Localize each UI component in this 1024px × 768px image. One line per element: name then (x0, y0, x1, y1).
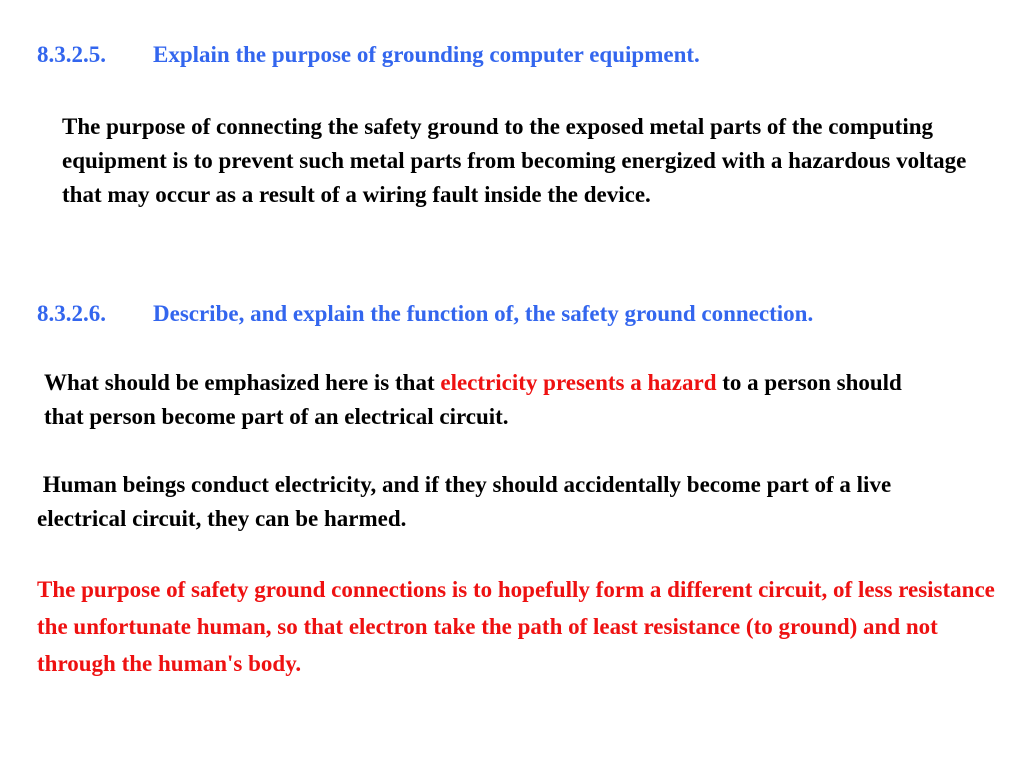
section-title: Explain the purpose of grounding computer equipment. (153, 42, 700, 67)
section-body-paragraph: The purpose of connecting the safety ground to the exposed metal parts of the computing equipment is to prevent such metal parts from becoming energized with a hazardous voltage that may occur as a result of a wiring fault inside the device. (62, 114, 967, 207)
paragraph-text-before: What should be emphasized here is that (44, 370, 441, 395)
emphasis-paragraph (44, 366, 944, 434)
section-number: 8.3.2.6. (37, 301, 106, 326)
hazard-highlight-text: electricity presents a hazard (440, 370, 717, 395)
purpose-paragraph: The purpose of safety ground connections is to hopefully form a different circuit, of less resistance the unfortunate human, so that electron take the path of least resistance (to ground) and not through the human's body. (37, 577, 995, 676)
section-heading-8-3-2-6 (37, 300, 813, 328)
section-title: Describe, and explain the function of, the safety ground connection. (153, 301, 814, 326)
human-conduct-paragraph: Human beings conduct electricity, and if they should accidentally become part of a live electrical circuit, they can be harmed. (37, 472, 892, 531)
section-heading-8-3-2-5 (37, 41, 700, 69)
paragraph-text-after: to a person should that person become part of an electrical circuit. (44, 370, 902, 429)
section-number: 8.3.2.5. (37, 42, 106, 67)
